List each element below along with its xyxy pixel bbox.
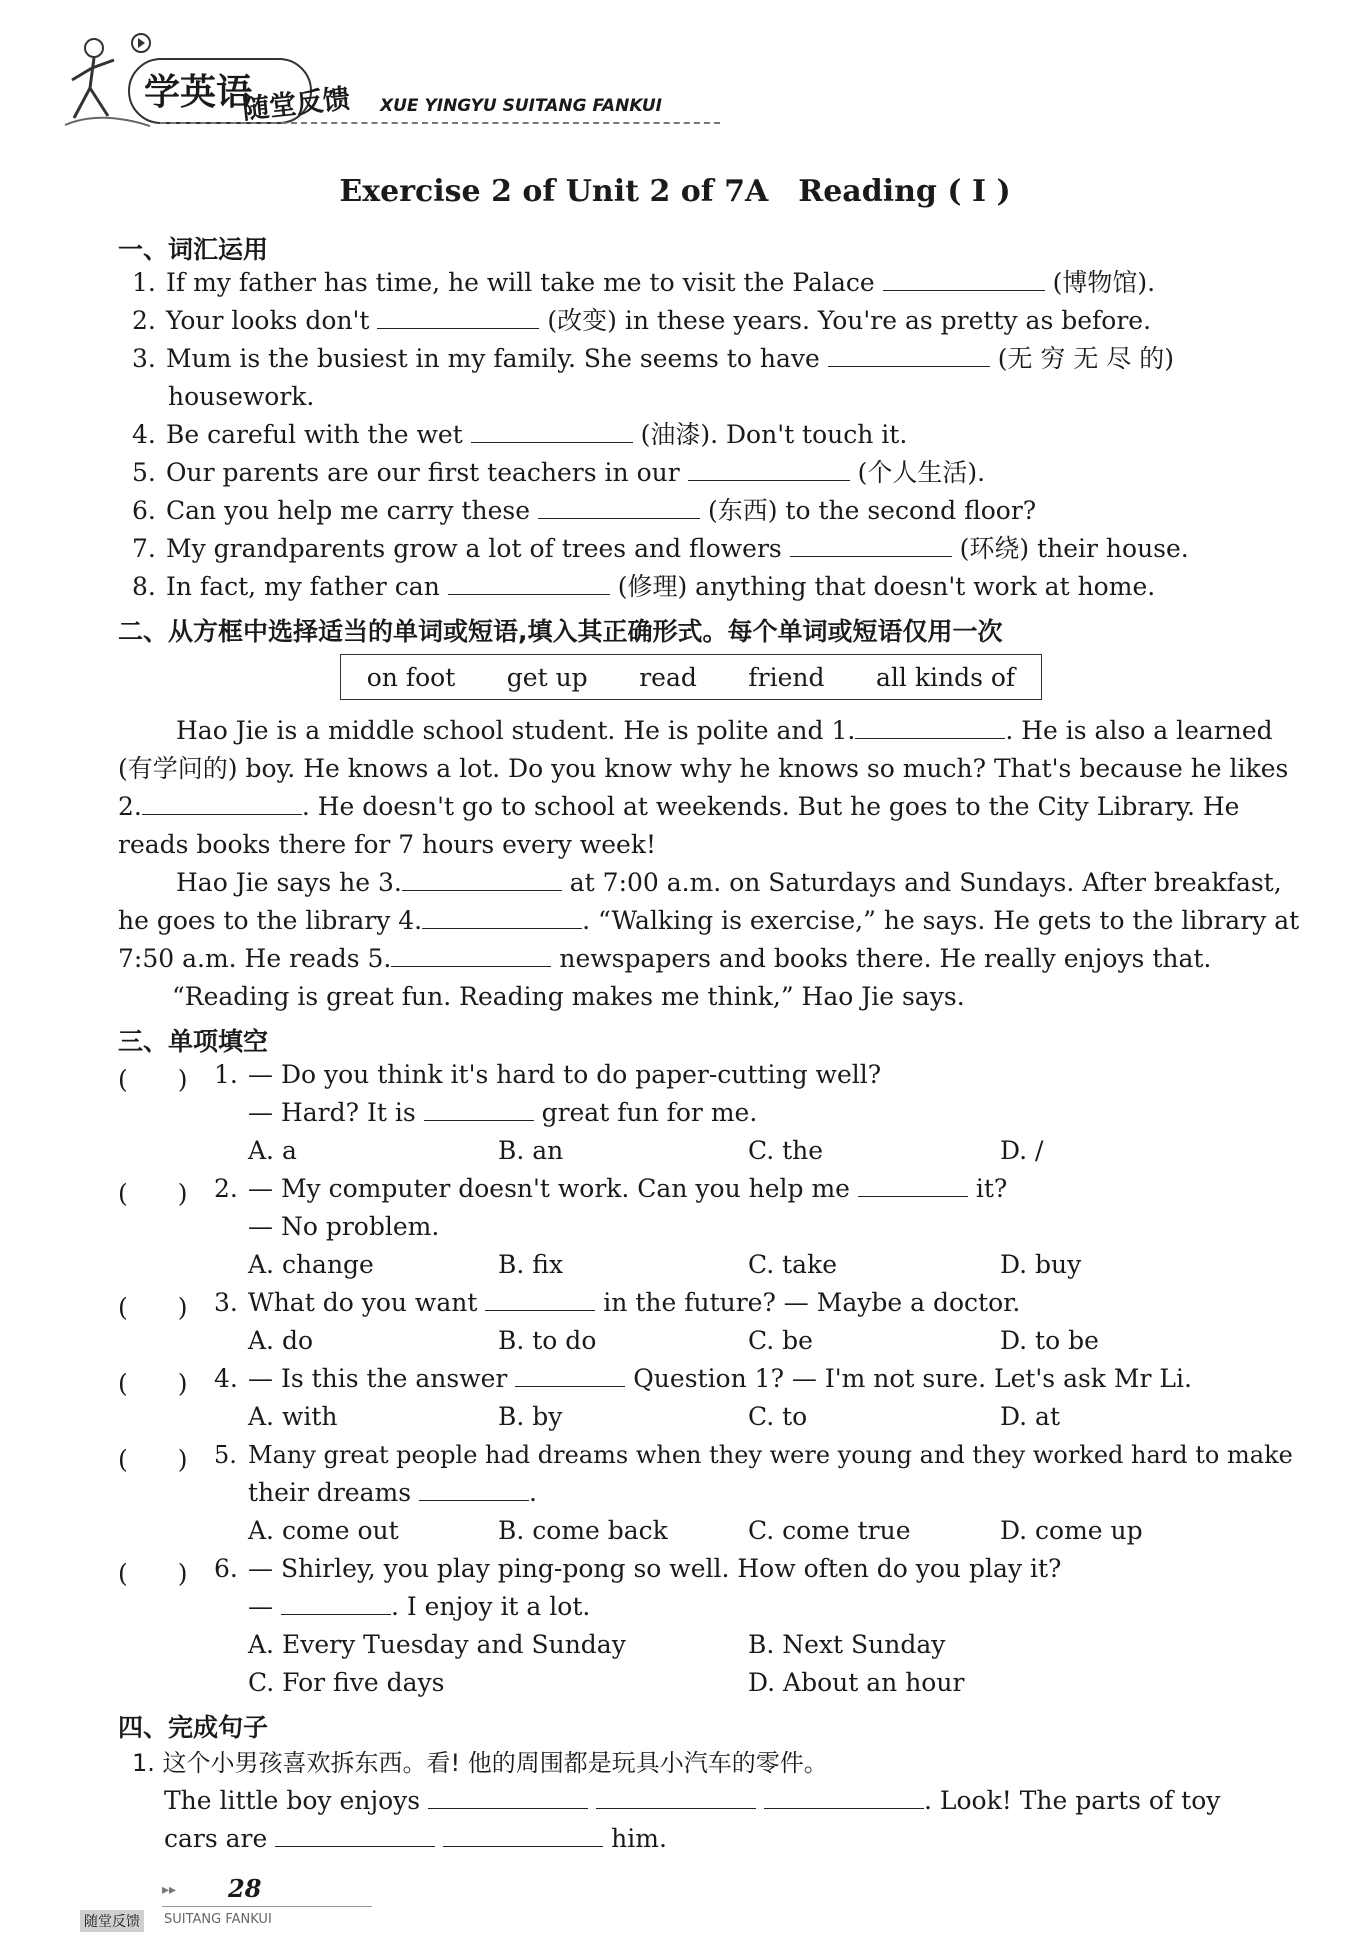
answer-blank[interactable]	[377, 306, 539, 329]
option-b[interactable]: B. by	[498, 1402, 563, 1431]
option-d[interactable]: D. buy	[1000, 1250, 1082, 1279]
answer-blank[interactable]	[688, 458, 850, 481]
word-option: get up	[506, 662, 588, 692]
section-heading-complete-sentences: 四、完成句子	[118, 1713, 269, 1742]
passage-line: 2. . He doesn't go to school at weekends. But he goes to the City Library. He	[118, 792, 1240, 821]
answer-blank[interactable]	[790, 534, 952, 557]
mcq-question-5: 5. Many great people had dreams when they were young and they worked hard to make	[214, 1441, 1293, 1469]
passage-line: Hao Jie says he 3. at 7:00 a.m. on Saturdays and Sundays. After breakfast,	[176, 868, 1282, 897]
answer-paren[interactable]: ( )	[118, 1293, 188, 1322]
word-option: read	[639, 662, 697, 692]
answer-paren[interactable]: ( )	[118, 1369, 188, 1398]
answer-blank[interactable]	[443, 1824, 603, 1847]
answer-blank[interactable]	[538, 496, 700, 519]
option-d[interactable]: D. to be	[1000, 1326, 1099, 1355]
header-logo	[60, 30, 680, 130]
option-c[interactable]: C. For five days	[248, 1668, 445, 1697]
word-box	[340, 654, 1042, 700]
answer-blank[interactable]	[828, 344, 990, 367]
logo-title: 学英语	[144, 72, 253, 113]
vocab-item-8: 8. In fact, my father can (修理) anything that doesn't work at home.	[132, 572, 1156, 601]
answer-blank-5[interactable]	[391, 944, 551, 967]
footer-label-en: SUITANG FANKUI	[164, 1912, 272, 1927]
mcq-question-4: 4. — Is this the answer Question 1? — I'm not sure. Let's ask Mr Li.	[214, 1364, 1192, 1393]
answer-blank-2[interactable]	[142, 792, 302, 815]
logo-pinyin: XUE YINGYU SUITANG FANKUI	[380, 96, 663, 116]
passage-line: he goes to the library 4. . “Walking is exercise,” he says. He gets to the library at	[118, 906, 1300, 935]
option-a[interactable]: A. with	[248, 1402, 338, 1431]
play-icon	[130, 32, 152, 54]
answer-paren[interactable]: ( )	[118, 1445, 188, 1474]
option-c[interactable]: C. to	[748, 1402, 808, 1431]
word-option: on foot	[366, 662, 456, 692]
passage-line: reads books there for 7 hours every week!	[118, 830, 657, 859]
double-arrow-icon: ▸▸	[162, 1882, 177, 1898]
page-number: 28	[228, 1874, 262, 1903]
word-option: friend	[748, 662, 825, 692]
answer-blank[interactable]	[596, 1786, 756, 1809]
option-c[interactable]: C. be	[748, 1326, 813, 1355]
vocab-item-4: 4. Be careful with the wet (油漆). Don't touch it.	[132, 420, 908, 449]
vocab-item-5: 5. Our parents are our first teachers in our (个人生活).	[132, 458, 986, 487]
mcq-question-1-b: — Hard? It is great fun for me.	[248, 1098, 758, 1127]
section-heading-word-box: 二、从方框中选择适当的单词或短语,填入其正确形式。每个单词或短语仅用一次	[118, 617, 1003, 646]
option-d[interactable]: D. come up	[1000, 1516, 1143, 1545]
option-a[interactable]: A. change	[248, 1250, 374, 1279]
answer-blank[interactable]	[471, 420, 633, 443]
answer-blank-4[interactable]	[422, 906, 582, 929]
logo-subtitle: 随堂反馈	[240, 83, 352, 126]
option-c[interactable]: C. the	[748, 1136, 824, 1165]
option-a[interactable]: A. Every Tuesday and Sunday	[248, 1630, 626, 1659]
answer-blank[interactable]	[428, 1786, 588, 1809]
sentence-1-english-cont: cars are him.	[164, 1824, 667, 1853]
option-d[interactable]: D. at	[1000, 1402, 1060, 1431]
mcq-question-3: 3. What do you want in the future? — Maybe a doctor.	[214, 1288, 1021, 1317]
page-title: Exercise 2 of Unit 2 of 7A Reading ( Ⅰ )	[339, 174, 1011, 209]
page-footer	[80, 1872, 400, 1932]
passage-line: “Reading is great fun. Reading makes me think,” Hao Jie says.	[172, 982, 965, 1011]
sentence-1-chinese: 1. 这个小男孩喜欢拆东西。看! 他的周围都是玩具小汽车的零件。	[132, 1749, 828, 1777]
footer-label-cn: 随堂反馈	[80, 1910, 144, 1932]
vocab-item-6: 6. Can you help me carry these (东西) to the second floor?	[132, 496, 1037, 525]
passage-line: 7:50 a.m. He reads 5. newspapers and books there. He really enjoys that.	[118, 944, 1212, 973]
passage-line: Hao Jie is a middle school student. He is polite and 1. . He is also a learned	[176, 716, 1273, 745]
passage-line: (有学问的) boy. He knows a lot. Do you know why he knows so much? That's because he likes	[118, 754, 1289, 783]
sentence-1-english: The little boy enjoys . Look! The parts of toy	[164, 1786, 1221, 1815]
mcq-question-1: 1. — Do you think it's hard to do paper-cutting well?	[214, 1060, 882, 1089]
answer-blank[interactable]	[448, 572, 610, 595]
answer-blank[interactable]	[883, 268, 1045, 291]
option-a[interactable]: A. a	[248, 1136, 297, 1165]
option-b[interactable]: B. come back	[498, 1516, 668, 1545]
mcq-question-2-b: — No problem.	[248, 1212, 440, 1241]
option-c[interactable]: C. take	[748, 1250, 838, 1279]
option-b[interactable]: B. Next Sunday	[748, 1630, 946, 1659]
option-d[interactable]: D. /	[1000, 1136, 1044, 1165]
option-d[interactable]: D. About an hour	[748, 1668, 965, 1697]
answer-blank[interactable]	[764, 1786, 924, 1809]
answer-paren[interactable]: ( )	[118, 1559, 188, 1588]
section-heading-vocab: 一、词汇运用	[118, 235, 269, 264]
vocab-item-2: 2. Your looks don't (改变) in these years. You're as pretty as before.	[132, 306, 1152, 335]
mcq-question-2: 2. — My computer doesn't work. Can you help me it?	[214, 1174, 1008, 1203]
answer-paren[interactable]: ( )	[118, 1065, 188, 1094]
option-b[interactable]: B. to do	[498, 1326, 597, 1355]
answer-blank-3[interactable]	[402, 868, 562, 891]
option-b[interactable]: B. an	[498, 1136, 564, 1165]
mcq-question-6: 6. — Shirley, you play ping-pong so well. How often do you play it?	[214, 1554, 1062, 1583]
option-a[interactable]: A. come out	[248, 1516, 399, 1545]
section-heading-mcq: 三、单项填空	[118, 1027, 269, 1056]
answer-blank[interactable]	[275, 1824, 435, 1847]
vocab-item-1: 1. If my father has time, he will take me to visit the Palace (博物馆).	[132, 268, 1156, 297]
answer-paren[interactable]: ( )	[118, 1179, 188, 1208]
option-b[interactable]: B. fix	[498, 1250, 564, 1279]
answer-blank-1[interactable]	[855, 716, 1005, 739]
vocab-item-3: 3. Mum is the busiest in my family. She seems to have (无 穷 无 尽 的)	[132, 344, 1174, 373]
option-c[interactable]: C. come true	[748, 1516, 911, 1545]
mcq-question-5-b: their dreams .	[248, 1478, 537, 1507]
vocab-item-7: 7. My grandparents grow a lot of trees and flowers (环绕) their house.	[132, 534, 1189, 563]
word-option: all kinds of	[876, 662, 1016, 692]
option-a[interactable]: A. do	[248, 1326, 314, 1355]
vocab-item-3-cont: housework.	[168, 382, 315, 411]
mcq-question-6-b: — . I enjoy it a lot.	[248, 1592, 591, 1621]
